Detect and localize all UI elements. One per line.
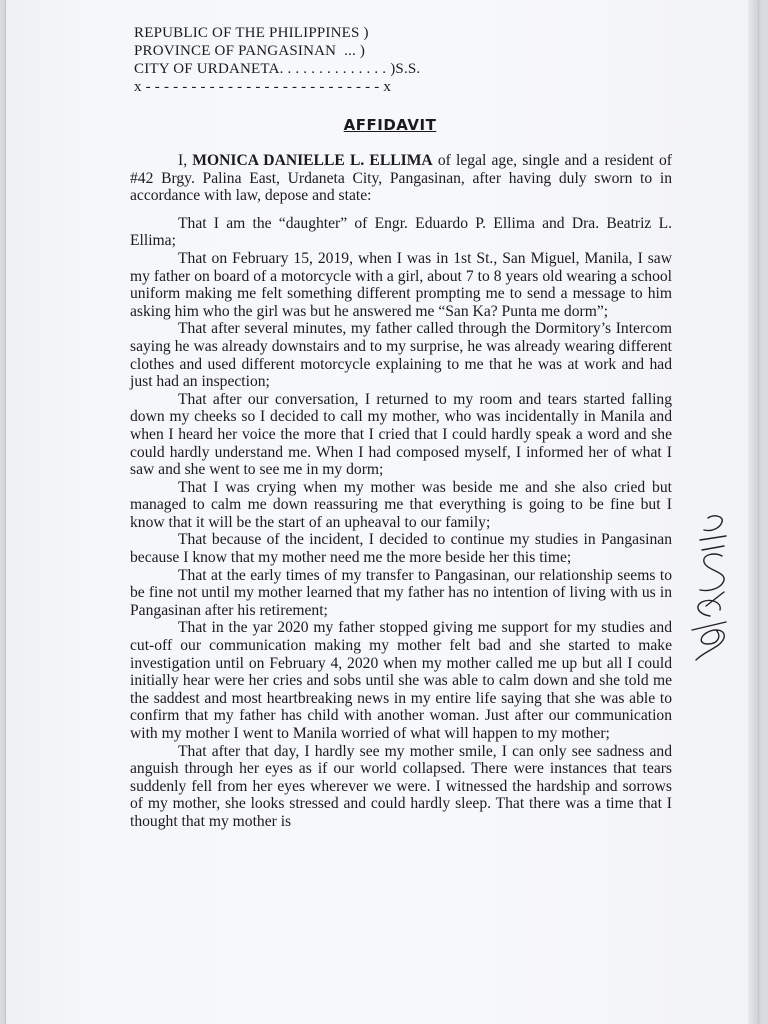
intro-paragraph xyxy=(130,152,672,205)
affidavit-body xyxy=(130,152,672,831)
caption-line-province: PROVINCE OF PANGASINAN ... ) xyxy=(134,43,366,59)
intro-rest: of legal age, single and a resident of #42 Brgy. Palina East, Urdaneta City, Pangasinan, after having duly sworn to in accordance with law, depose and state: xyxy=(130,152,672,205)
caption-line-city: CITY OF URDANETA. . . . . . . . . . . . . . )S.S. xyxy=(134,61,421,77)
statement-paragraph: That at the early times of my transfer to Pangasinan, our relationship seems to be fine not until my mother learned that my father has no intention of living with us in Pangasinan after his retirement; xyxy=(130,566,672,619)
statement-paragraph: That after several minutes, my father called through the Dormitory’s Intercom saying he was already downstairs and to my surprise, he was already wearing different clothes and used different motorcycle explaining to me that he was at work and had just had an inspection; xyxy=(130,320,672,391)
document-title: AFFIDAVIT xyxy=(343,116,437,134)
page-edge-shadow xyxy=(748,0,758,1024)
statement-paragraph: That because of the incident, I decided to continue my studies in Pangasinan because I know that my mother need me the more beside her this time; xyxy=(130,531,672,567)
affidavit-page xyxy=(6,0,758,1024)
statement-paragraph: That after that day, I hardly see my mother smile, I can only see sadness and anguish through her eyes as if our world collapsed. There were instances that tears suddenly fell from her eyes wherever we were. I witnessed the hardship and sorrows of my mother, she looks stressed and could hardly sleep. That there was a time that I thought that my mother is xyxy=(130,742,672,830)
caption-line-separator: x - - - - - - - - - - - - - - - - - - - - - - - - - - x xyxy=(134,79,392,95)
intro-prefix: I, xyxy=(178,152,193,169)
statement-paragraph: That I was crying when my mother was beside me and she also cried but managed to calm me down reassuring me that everything is going to be fine but I know that it will be the start of an upheaval to our family; xyxy=(130,478,672,531)
affiant-name: MONICA DANIELLE L. ELLIMA xyxy=(192,152,433,169)
statement-paragraph: That after our conversation, I returned to my room and tears started falling down my cheeks so I decided to call my mother, who was incidentally in Manila and when I heard her voice the more that I cried that I could hardly speak a word and she could hardly understand me. When I had composed myself, I informed her of what I saw and she went to see me in my dorm; xyxy=(130,390,672,479)
caption-line-republic: REPUBLIC OF THE PHILIPPINES ) xyxy=(134,25,369,41)
venue-caption xyxy=(134,24,420,96)
statement-paragraph: That in the yar 2020 my father stopped giving me support for my studies and cut-off our communication making my mother felt bad and she started to make investigation until on February 4, 2020 when my mother called me up but all I could initially hear were her cries and sobs until she was able to calm down and she told me the saddest and most heartbreaking news in my entire life saying that she was able to confirm that my father has child with another woman. Just after our communication with my mother I went to Manila worried of what will happen to my mother; xyxy=(130,619,672,742)
handwritten-signature xyxy=(686,510,732,670)
statement-paragraph: That on February 15, 2019, when I was in 1st St., San Miguel, Manila, I saw my father on board of a motorcycle with a girl, about 7 to 8 years old wearing a school uniform making me felt something different prompting me to send a message to him asking him who the girl was but he answered me “San Ka? Punta me dorm”; xyxy=(130,249,672,320)
statement-paragraph: That I am the “daughter” of Engr. Eduardo P. Ellima and Dra. Beatriz L. Ellima; xyxy=(130,214,672,250)
